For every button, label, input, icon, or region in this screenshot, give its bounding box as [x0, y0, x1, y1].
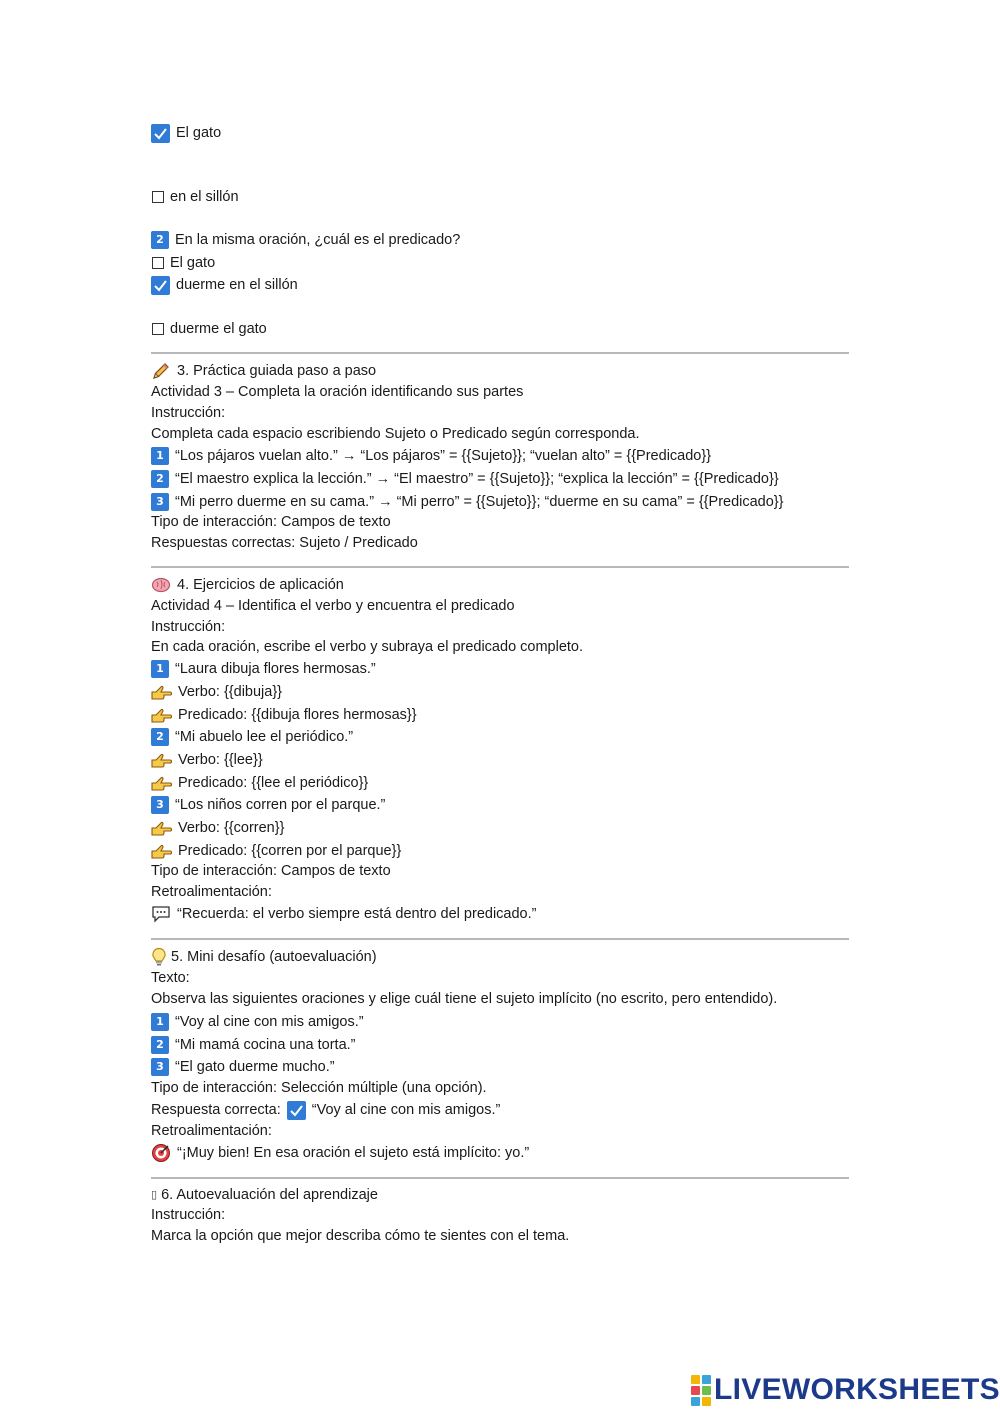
section-divider	[151, 938, 849, 940]
q2-question: 2 En la misma oración, ¿cuál es el predicado?	[151, 230, 460, 250]
number-2-icon: 2	[151, 470, 169, 488]
q1-option-selected[interactable]: El gato	[151, 123, 221, 143]
section4-instruction: En cada oración, escribe el verbo y subraya el predicado completo.	[151, 639, 584, 655]
section5-text-label: Texto:	[151, 970, 190, 986]
q1-option-unselected[interactable]: en el sillón	[151, 187, 239, 207]
section4-feedback-label: Retroalimentación:	[151, 884, 272, 900]
pointing-hand-icon	[151, 819, 172, 837]
section4-item-2-predicate: Predicado: {{lee el periódico}}	[151, 773, 368, 793]
brand-name: LIVEWORKSHEETS	[714, 1373, 1000, 1406]
section4-heading: 4. Ejercicios de aplicación	[151, 575, 344, 595]
q2-option-1[interactable]: El gato	[151, 253, 215, 273]
checkbox-checked-icon[interactable]	[151, 276, 170, 295]
pointing-hand-icon	[151, 751, 172, 769]
section3-instruction-label: Instrucción:	[151, 405, 226, 421]
checkbox-empty-icon[interactable]	[152, 191, 164, 203]
checkbox-empty-icon[interactable]	[152, 323, 164, 335]
section4-item-2-verb: Verbo: {{lee}}	[151, 750, 263, 770]
section6-instruction: Marca la opción que mejor describa cómo te sientes con el tema.	[151, 1228, 570, 1244]
section4-item-1-predicate: Predicado: {{dibuja flores hermosas}}	[151, 705, 417, 725]
number-1-icon: 1	[151, 1013, 169, 1031]
section-divider	[151, 352, 849, 354]
checkbox-checked-icon[interactable]	[151, 124, 170, 143]
number-3-icon: 3	[151, 796, 169, 814]
section4-item-3-sentence: 3 “Los niños corren por el parque.”	[151, 795, 385, 815]
number-1-icon: 1	[151, 447, 169, 465]
number-3-icon: 3	[151, 1058, 169, 1076]
section3-heading: 3. Práctica guiada paso a paso	[151, 361, 376, 381]
section4-activity: Actividad 4 – Identifica el verbo y encuentra el predicado	[151, 598, 515, 614]
section5-feedback-label: Retroalimentación:	[151, 1123, 272, 1139]
section5-heading: 5. Mini desafío (autoevaluación)	[151, 947, 377, 967]
pointing-hand-icon	[151, 706, 172, 724]
checkbox-empty-icon[interactable]	[152, 257, 164, 269]
lightbulb-icon	[151, 947, 167, 967]
section3-activity: Actividad 3 – Completa la oración identificando sus partes	[151, 384, 524, 400]
section4-interaction: Tipo de interacción: Campos de texto	[151, 863, 391, 879]
q2-option-3[interactable]: duerme el gato	[151, 319, 267, 339]
section4-item-1-sentence: 1 “Laura dibuja flores hermosas.”	[151, 659, 376, 679]
pointing-hand-icon	[151, 842, 172, 860]
checkbox-checked-icon	[287, 1101, 306, 1120]
section4-item-2-sentence: 2 “Mi abuelo lee el periódico.”	[151, 727, 353, 747]
section5-option-2[interactable]: 2 “Mi mamá cocina una torta.”	[151, 1035, 356, 1055]
section6-instruction-label: Instrucción:	[151, 1207, 226, 1223]
logo-tiles-icon	[691, 1375, 711, 1406]
section4-item-3-verb: Verbo: {{corren}}	[151, 818, 284, 838]
section3-answers: Respuestas correctas: Sujeto / Predicado	[151, 535, 418, 551]
section-divider	[151, 566, 849, 568]
section3-interaction: Tipo de interacción: Campos de texto	[151, 514, 391, 530]
section5-prompt: Observa las siguientes oraciones y elige cuál tiene el sujeto implícito (no escrito, pero entendido).	[151, 991, 778, 1007]
section5-interaction: Tipo de interacción: Selección múltiple (una opción).	[151, 1080, 487, 1096]
section3-instruction: Completa cada espacio escribiendo Sujeto o Predicado según corresponda.	[151, 426, 640, 442]
section3-item-1: 1 “Los pájaros vuelan alto.” → “Los pájaros” = {{Sujeto}}; “vuelan alto” = {{Predicado}}	[151, 446, 711, 466]
section4-feedback: “Recuerda: el verbo siempre está dentro del predicado.”	[151, 904, 536, 924]
pointing-hand-icon	[151, 774, 172, 792]
number-2-icon: 2	[151, 728, 169, 746]
number-3-icon: 3	[151, 493, 169, 511]
number-2-icon: 2	[151, 1036, 169, 1054]
section6-heading: ▯ 6. Autoevaluación del aprendizaje	[151, 1187, 378, 1203]
number-1-icon: 1	[151, 660, 169, 678]
section5-option-3[interactable]: 3 “El gato duerme mucho.”	[151, 1057, 335, 1077]
pointing-hand-icon	[151, 683, 172, 701]
section3-item-3: 3 “Mi perro duerme en su cama.” → “Mi perro” = {{Sujeto}}; “duerme en su cama” = {{Predicado}}	[151, 492, 784, 512]
section5-feedback: “¡Muy bien! En esa oración el sujeto está implícito: yo.”	[151, 1143, 529, 1163]
brain-icon	[151, 576, 171, 594]
section4-instruction-label: Instrucción:	[151, 619, 226, 635]
liveworksheets-logo	[691, 1374, 1000, 1406]
section4-item-1-verb: Verbo: {{dibuja}}	[151, 682, 282, 702]
missing-glyph-icon: ▯	[151, 1188, 158, 1201]
section5-correct-answer: Respuesta correcta: “Voy al cine con mis amigos.”	[151, 1102, 501, 1118]
section3-item-2: 2 “El maestro explica la lección.” → “El maestro” = {{Sujeto}}; “explica la lección” = {{Predicado}}	[151, 469, 779, 489]
speech-bubble-icon	[151, 905, 171, 923]
section-divider	[151, 1177, 849, 1179]
number-2-icon: 2	[151, 231, 169, 249]
q2-option-2-selected[interactable]: duerme en el sillón	[151, 275, 298, 295]
section5-option-1[interactable]: 1 “Voy al cine con mis amigos.”	[151, 1012, 364, 1032]
pencil-icon	[151, 361, 171, 381]
target-icon	[151, 1143, 171, 1163]
section4-item-3-predicate: Predicado: {{corren por el parque}}	[151, 841, 401, 861]
